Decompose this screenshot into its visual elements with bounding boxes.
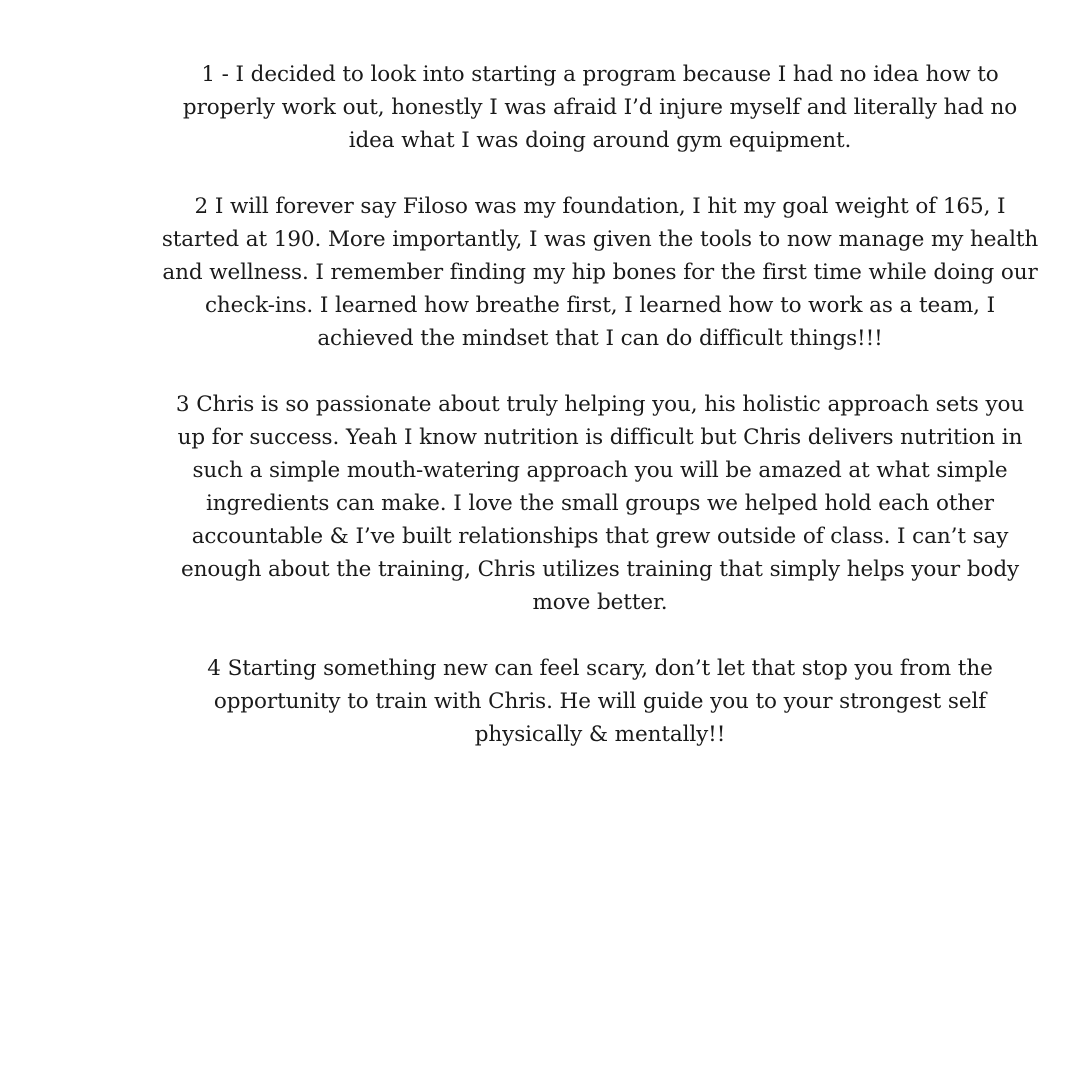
- answer-3-paragraph: 3 Chris is so passionate about truly helping you, his holistic approach sets you up for success. Yeah I know nutrition is difficult but Chris delivers nutrition in such a simple mouth-watering approach you will be amazed at what simple ingredients can make. I love the small groups we helped hold each other accountable & I’ve built relationships that grew outside of class. I can’t say enough about the training, Chris utilizes training that simply helps your body move better.: [175, 392, 1025, 615]
- testimonial-text-block: [160, 58, 1040, 751]
- answer-2-paragraph: 2 I will forever say Filoso was my foundation, I hit my goal weight of 165, I started at 190. More importantly, I was given the tools to now manage my health and wellness. I remember finding my hip bones for the first time while doing our check-ins. I learned how breathe first, I learned how to work as a team, I achieved the mindset that I can do difficult things!!!: [161, 194, 1039, 351]
- answer-1-paragraph: 1 - I decided to look into starting a program because I had no idea how to properly work out, honestly I was afraid I’d injure myself and literally had no idea what I was doing around gym equipment.: [182, 62, 1018, 153]
- answer-4-paragraph: 4 Starting something new can feel scary, don’t let that stop you from the opportunity to train with Chris. He will guide you to your strongest self physically & mentally!!: [207, 656, 993, 747]
